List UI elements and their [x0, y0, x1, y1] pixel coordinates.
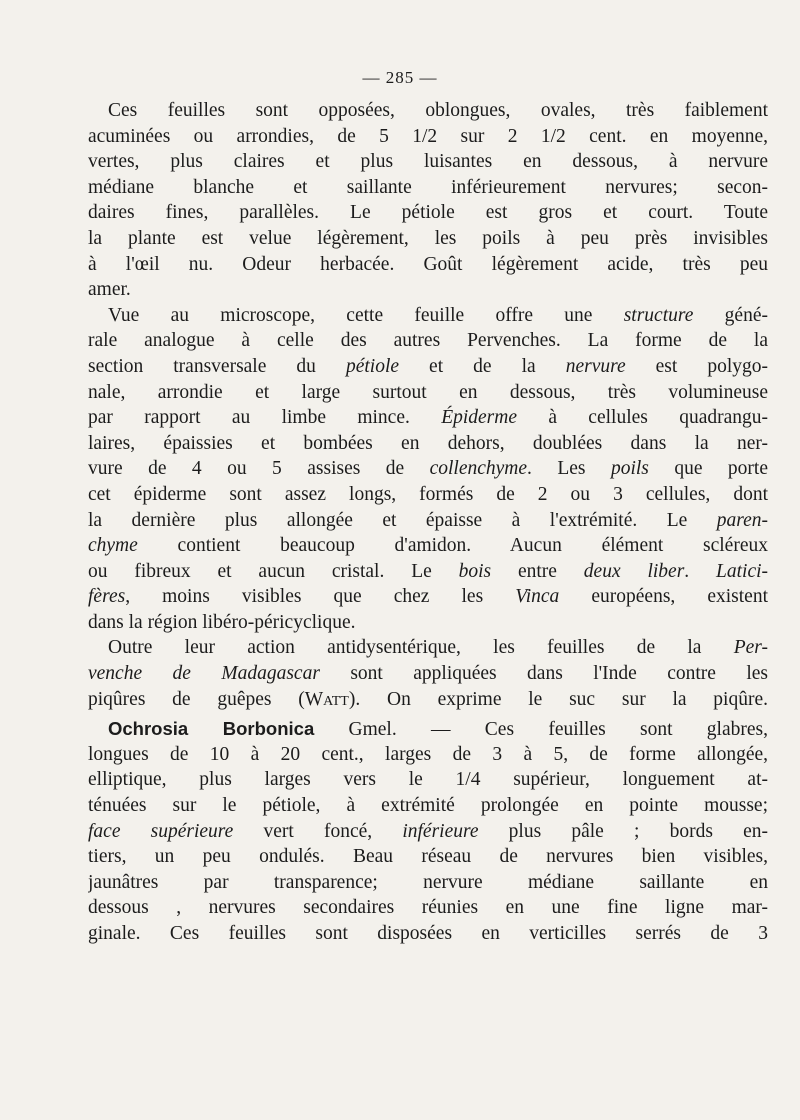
text-line: face supérieure vert foncé, inférieure plus pâle ; bords en-: [88, 820, 768, 842]
text-line: section transversale du pétiole et de la nervure est polygo-: [88, 355, 768, 377]
text-line: piqûres de guêpes (Watt). On exprime le suc sur la piqûre.: [88, 688, 768, 710]
italic-term: venche de Madagascar: [88, 663, 320, 685]
italic-term: fères: [88, 586, 126, 608]
text-line: acuminées ou arrondies, de 5 1/2 sur 2 1/2 cent. en moyenne,: [88, 125, 768, 147]
italic-term: paren-: [716, 509, 768, 531]
italic-term: Per-: [733, 637, 768, 659]
text-line: ou fibreux et aucun cristal. Le bois entre deux liber. Latici-: [88, 560, 768, 582]
text-line: rale analogue à celle des autres Pervenches. La forme de la: [88, 330, 768, 352]
text-line: la dernière plus allongée et épaisse à l'extrémité. Le paren-: [88, 509, 768, 531]
text-line: venche de Madagascar sont appliquées dans l'Inde contre les: [88, 663, 768, 685]
italic-term: Latici-: [716, 560, 768, 582]
text-line: vure de 4 ou 5 assises de collenchyme. Les poils que porte: [88, 458, 768, 480]
text-line: ténuées sur le pétiole, à extrémité prolongée en pointe mousse;: [88, 795, 768, 817]
text-line: vertes, plus claires et plus luisantes en dessous, à nervure: [88, 151, 768, 173]
text-line: dans la région libéro-péricyclique.: [88, 611, 356, 633]
paragraph-microscope: [88, 303, 768, 636]
body-text: [88, 98, 768, 947]
text-line: Ochrosia Borbonica Gmel. — Ces feuilles sont glabres,: [108, 718, 768, 741]
text-line: médiane blanche et saillante inférieurement nervures; secon-: [88, 176, 768, 198]
text-line: laires, épaissies et bombées en dehors, doublées dans la ner-: [88, 432, 768, 454]
italic-term: collenchyme: [429, 458, 528, 480]
text-line: amer.: [88, 279, 131, 301]
text-line: Ces feuilles sont opposées, oblongues, ovales, très faiblement: [108, 100, 768, 121]
italic-term: chyme: [88, 535, 138, 557]
paragraph-usage: [88, 635, 768, 712]
text-line: Vue au microscope, cette feuille offre une structure géné-: [108, 304, 768, 326]
text-line: jaunâtres par transparence; nervure médiane saillante en: [88, 871, 768, 893]
text-line: daires fines, parallèles. Le pétiole est gros et court. Toute: [88, 202, 768, 224]
italic-term: pétiole: [345, 355, 400, 377]
paragraph-ochrosia: [88, 716, 768, 946]
paragraph-leaf-description: [88, 98, 768, 303]
italic-term: Épiderme: [441, 407, 517, 429]
italic-term: deux liber: [583, 560, 685, 582]
text-line: nale, arrondie et large surtout en dessous, très volumineuse: [88, 381, 768, 403]
text-line: fères, moins visibles que chez les Vinca européens, existent: [88, 586, 768, 608]
text-line: cet épiderme sont assez longs, formés de 2 ou 3 cellules, dont: [88, 483, 768, 505]
text-line: dessous , nervures secondaires réunies en une fine ligne mar-: [88, 897, 768, 919]
text-line: par rapport au limbe mince. Épiderme à cellules quadrangu-: [88, 407, 768, 429]
text-line: ginale. Ces feuilles sont disposées en verticilles serrés de 3: [88, 923, 768, 944]
italic-term: nervure: [565, 355, 626, 377]
italic-term: structure: [623, 304, 694, 326]
italic-term: bois: [458, 560, 492, 582]
text-line: tiers, un peu ondulés. Beau réseau de nervures bien visibles,: [88, 846, 768, 868]
text-line: à l'œil nu. Odeur herbacée. Goût légèrement acide, très peu: [88, 253, 768, 275]
text-line: Outre leur action antidysentérique, les feuilles de la Per-: [108, 637, 768, 659]
page-number: — 285 —: [362, 68, 438, 87]
text-line: la plante est velue légèrement, les poils à peu près invisibles: [88, 227, 768, 249]
species-heading: Ochrosia Borbonica: [108, 718, 315, 740]
author-name: Watt: [304, 688, 349, 710]
text-line: chyme contient beaucoup d'amidon. Aucun élément scléreux: [88, 535, 768, 557]
italic-term: poils: [610, 458, 649, 480]
italic-term: inférieure: [402, 820, 479, 842]
italic-term: face supérieure: [88, 820, 234, 842]
text-line: longues de 10 à 20 cent., larges de 3 à 5, de forme allongée,: [88, 743, 768, 765]
text-line: elliptique, plus larges vers le 1/4 supérieur, longuement at-: [88, 769, 768, 791]
italic-term: Vinca: [515, 586, 560, 608]
